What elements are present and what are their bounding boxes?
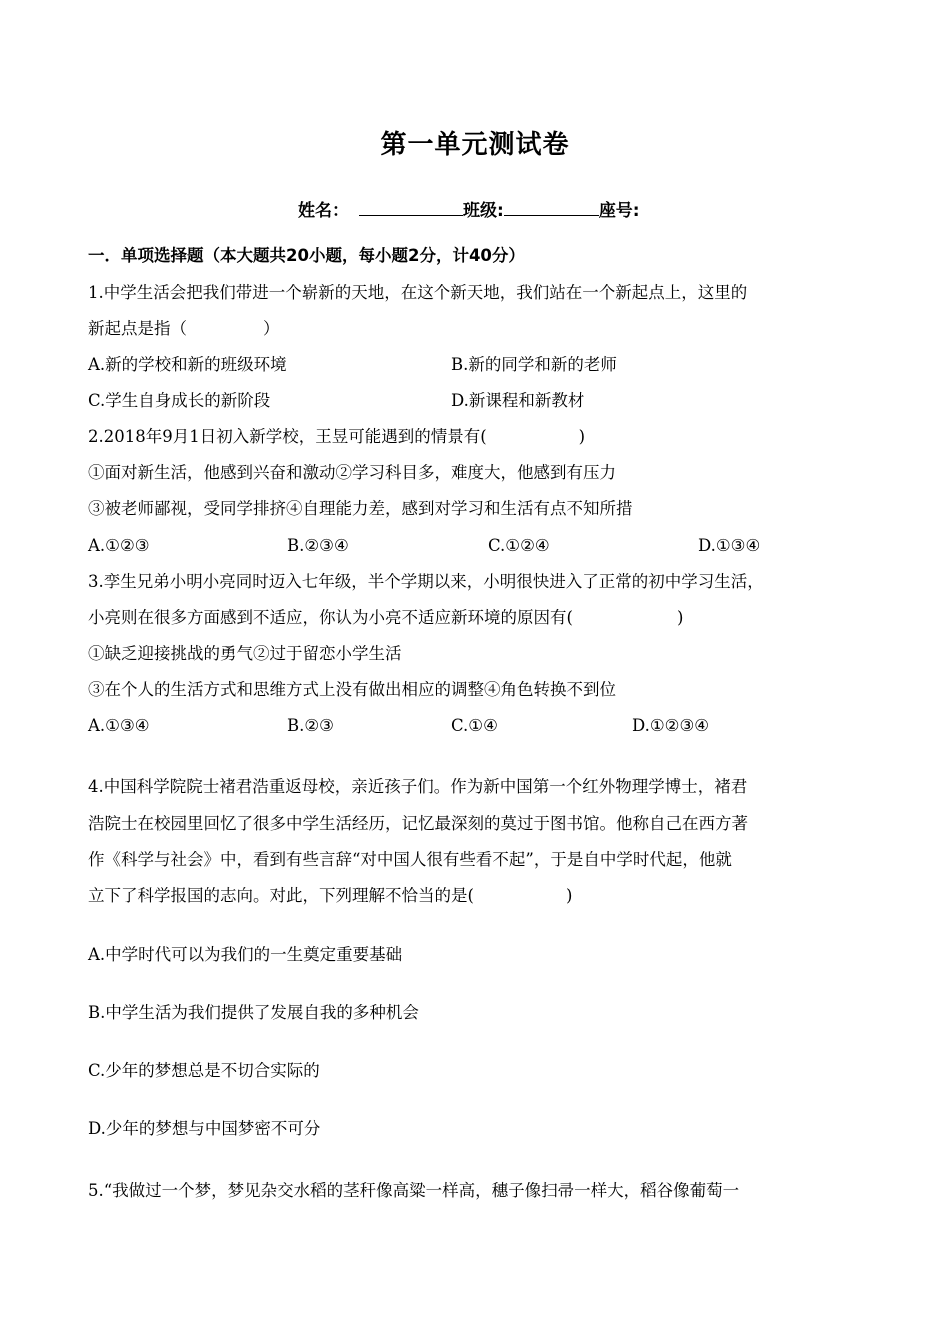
name-label: 姓名： [298, 201, 349, 221]
class-blank[interactable] [504, 197, 599, 216]
question-3-statement-1: ①缺乏迎接挑战的勇气②过于留恋小学生活 [88, 644, 402, 663]
question-2-option-b: B.②③④ [287, 536, 349, 555]
question-3-option-c: C.①④ [451, 716, 498, 735]
question-4-option-c: C.少年的梦想总是不切合实际的 [88, 1061, 320, 1080]
question-1-line-2: 新起点是指（ ） [88, 319, 280, 338]
question-1-option-a: A.新的学校和新的班级环境 [88, 355, 287, 374]
question-4-option-a: A.中学时代可以为我们的一生奠定重要基础 [88, 945, 403, 964]
question-1-option-b: B.新的同学和新的老师 [451, 355, 617, 374]
question-1-option-c: C.学生自身成长的新阶段 [88, 391, 271, 410]
student-info-line [298, 196, 640, 221]
question-4-line-2: 浩院士在校园里回忆了很多中学生活经历，记忆最深刻的莫过于图书馆。他称自己在西方著 [88, 814, 748, 833]
page-title: 第一单元测试卷 [380, 130, 570, 160]
question-4-line-3: 作《科学与社会》中，看到有些言辞“对中国人很有些看不起”，于是自中学时代起，他就 [88, 850, 732, 869]
question-3-statement-2: ③在个人的生活方式和思维方式上没有做出相应的调整④角色转换不到位 [88, 680, 616, 699]
seat-label: 座号: [598, 201, 640, 221]
question-1-option-d: D.新课程和新教材 [451, 391, 585, 410]
question-3-option-b: B.②③ [287, 716, 334, 735]
question-2-line-1: 2.2018年9月1日初入新学校，王昱可能遇到的情景有( ) [88, 427, 586, 446]
question-4-option-d: D.少年的梦想与中国梦密不可分 [88, 1119, 321, 1138]
question-3-option-a: A.①③④ [88, 716, 150, 735]
question-2-option-a: A.①②③ [88, 536, 150, 555]
question-3-line-1: 3.孪生兄弟小明小亮同时迈入七年级，半个学期以来，小明很快进入了正常的初中学习生活， [88, 572, 764, 591]
question-5-line-1: 5.“我做过一个梦，梦见杂交水稻的茎秆像高粱一样高，穗子像扫帚一样大，稻谷像葡萄一 [88, 1181, 740, 1200]
question-3-line-2: 小亮则在很多方面感到不适应，你认为小亮不适应新环境的原因有( ) [88, 608, 684, 627]
section-heading: 一．单项选择题（本大题共20小题，每小题2分，计40分） [88, 246, 525, 265]
question-2-option-d: D.①③④ [698, 536, 761, 555]
question-1-line-1: 1.中学生活会把我们带进一个崭新的天地，在这个新天地，我们站在一个新起点上，这里的 [88, 283, 748, 302]
question-2-option-c: C.①②④ [488, 536, 550, 555]
class-label: 班级: [463, 201, 504, 221]
question-2-statement-2: ③被老师鄙视，受同学排挤④自理能力差，感到对学习和生活有点不知所措 [88, 499, 633, 518]
question-4-line-4: 立下了科学报国的志向。对此，下列理解不恰当的是( ) [88, 886, 573, 905]
name-blank[interactable] [359, 197, 463, 216]
question-2-statement-1: ①面对新生活，他感到兴奋和激动②学习科目多，难度大，他感到有压力 [88, 463, 616, 482]
question-3-option-d: D.①②③④ [632, 716, 710, 735]
question-4-option-b: B.中学生活为我们提供了发展自我的多种机会 [88, 1003, 419, 1022]
question-4-line-1: 4.中国科学院院士褚君浩重返母校，亲近孩子们。作为新中国第一个红外物理学博士，褚君 [88, 777, 748, 796]
